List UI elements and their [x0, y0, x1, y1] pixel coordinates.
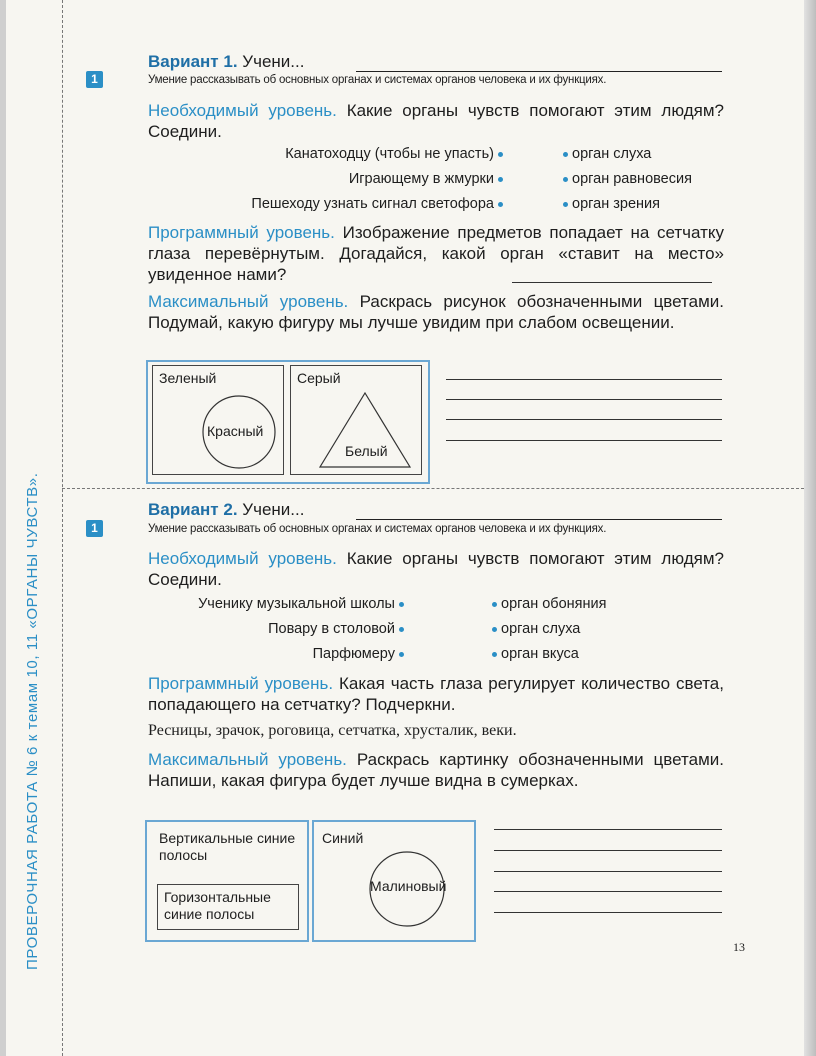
answer-line[interactable]	[446, 439, 722, 441]
match-right-item[interactable]: орган обоняния	[492, 596, 606, 612]
match-dot[interactable]	[492, 602, 497, 607]
task-1	[148, 548, 724, 590]
variant-title	[148, 500, 304, 520]
inner-rectangle[interactable]	[157, 884, 299, 930]
match-dot[interactable]	[399, 627, 404, 632]
match-right-item[interactable]: орган вкуса	[492, 646, 579, 662]
student-label: Учени...	[242, 500, 305, 519]
level-label: Максимальный уровень.	[148, 750, 347, 769]
match-right-item[interactable]: орган зрения	[563, 196, 660, 212]
color-label: Серый	[297, 370, 341, 386]
match-left-item[interactable]: Парфюмеру	[313, 646, 404, 662]
task-text: Раскрась рисунок обозначенными цветами. Подумай, какую фигуру мы лучше увидим при слабом освещении.	[148, 292, 724, 332]
horizontal-cut-line	[62, 488, 804, 489]
variant-title	[148, 52, 304, 72]
match-dot[interactable]	[399, 652, 404, 657]
answer-line[interactable]	[512, 281, 712, 283]
match-left-item[interactable]: Пешеходу узнать сигнал светофора	[251, 196, 503, 212]
match-left-item[interactable]: Ученику музыкальной школы	[198, 596, 404, 612]
variant-title-number: 1.	[223, 52, 238, 71]
match-right-item[interactable]: орган слуха	[563, 146, 651, 162]
task-text: Изображение предметов попадает на сетчатку глаза перевёрнутым. Догадайся, какой орган «ставит на место» увиденное нами?	[148, 223, 725, 284]
match-left-item[interactable]: Играющему в жмурки	[349, 171, 503, 187]
skill-description: Умение рассказывать об основных органах и системах органов человека и их функциях.	[148, 523, 607, 535]
figure-stripes-frame[interactable]	[145, 820, 309, 942]
match-right-item[interactable]: орган равновесия	[563, 171, 692, 187]
task-3	[148, 291, 724, 333]
variant-title-number: 2.	[223, 500, 238, 519]
skill-badge: 1	[86, 71, 103, 88]
variant-title-prefix: Вариант	[148, 500, 219, 519]
level-label: Максимальный уровень.	[148, 292, 349, 311]
color-label: Малиновый	[370, 878, 447, 894]
answer-line[interactable]	[494, 849, 722, 851]
color-label: Вертикальные синие полосы	[159, 830, 296, 863]
skill-badge: 1	[86, 520, 103, 537]
color-label: Красный	[207, 423, 264, 439]
page-edge-right	[804, 0, 816, 1056]
figure-green-square[interactable]	[152, 365, 284, 475]
answer-options[interactable]: Ресницы, зрачок, роговица, сетчатка, хрусталик, веки.	[148, 722, 517, 739]
student-name-field[interactable]	[356, 70, 722, 72]
match-dot[interactable]	[498, 177, 503, 182]
student-label: Учени...	[242, 52, 305, 71]
page-number: 13	[733, 940, 745, 954]
match-dot[interactable]	[498, 202, 503, 207]
page-edge-left	[0, 0, 6, 1056]
color-label: Горизонтальные синие полосы	[164, 889, 271, 922]
student-name-field[interactable]	[356, 518, 722, 520]
answer-line[interactable]	[446, 398, 722, 400]
color-label: Синий	[322, 830, 364, 846]
match-right-item[interactable]: орган слуха	[492, 621, 580, 637]
match-dot[interactable]	[498, 152, 503, 157]
answer-line[interactable]	[494, 828, 722, 830]
match-dot[interactable]	[563, 177, 568, 182]
match-left-item[interactable]: Канатоходцу (чтобы не упасть)	[285, 146, 503, 162]
level-label: Программный уровень.	[148, 223, 335, 242]
answer-line[interactable]	[494, 911, 722, 913]
answer-line[interactable]	[494, 870, 722, 872]
level-label: Необходимый уровень.	[148, 101, 337, 120]
level-label: Необходимый уровень.	[148, 549, 337, 568]
match-dot[interactable]	[492, 627, 497, 632]
task-text: Какая часть глаза регулирует количество света, попадающего на сетчатку? Подчеркни.	[148, 674, 724, 714]
level-label: Программный уровень.	[148, 674, 334, 693]
figure-blue-square[interactable]	[312, 820, 476, 942]
task-3	[148, 749, 724, 791]
vertical-cut-line	[62, 0, 63, 1056]
match-dot[interactable]	[492, 652, 497, 657]
answer-line[interactable]	[494, 890, 722, 892]
task-1	[148, 100, 724, 142]
task-text: Раскрась картинку обозначенными цветами. Напиши, какая фигура будет лучше видна в сумерках.	[148, 750, 724, 790]
task-text: Какие органы чувств помогают этим людям? Соедини.	[148, 101, 724, 141]
variant-title-prefix: Вариант	[148, 52, 219, 71]
answer-line[interactable]	[446, 418, 722, 420]
match-left-item[interactable]: Повару в столовой	[268, 621, 404, 637]
figure-gray-square[interactable]	[290, 365, 422, 475]
task-2	[148, 222, 724, 285]
color-label: Белый	[345, 443, 388, 459]
task-text: Какие органы чувств помогают этим людям? Соедини.	[148, 549, 724, 589]
side-title: ПРОВЕРОЧНАЯ РАБОТА № 6 к темам 10, 11 «ОРГАНЫ ЧУВСТВ».	[24, 472, 41, 970]
skill-description: Умение рассказывать об основных органах и системах органов человека и их функциях.	[148, 74, 607, 86]
answer-line[interactable]	[446, 378, 722, 380]
task-2	[148, 673, 724, 715]
match-dot[interactable]	[399, 602, 404, 607]
match-dot[interactable]	[563, 202, 568, 207]
color-label: Зеленый	[159, 370, 217, 386]
match-dot[interactable]	[563, 152, 568, 157]
